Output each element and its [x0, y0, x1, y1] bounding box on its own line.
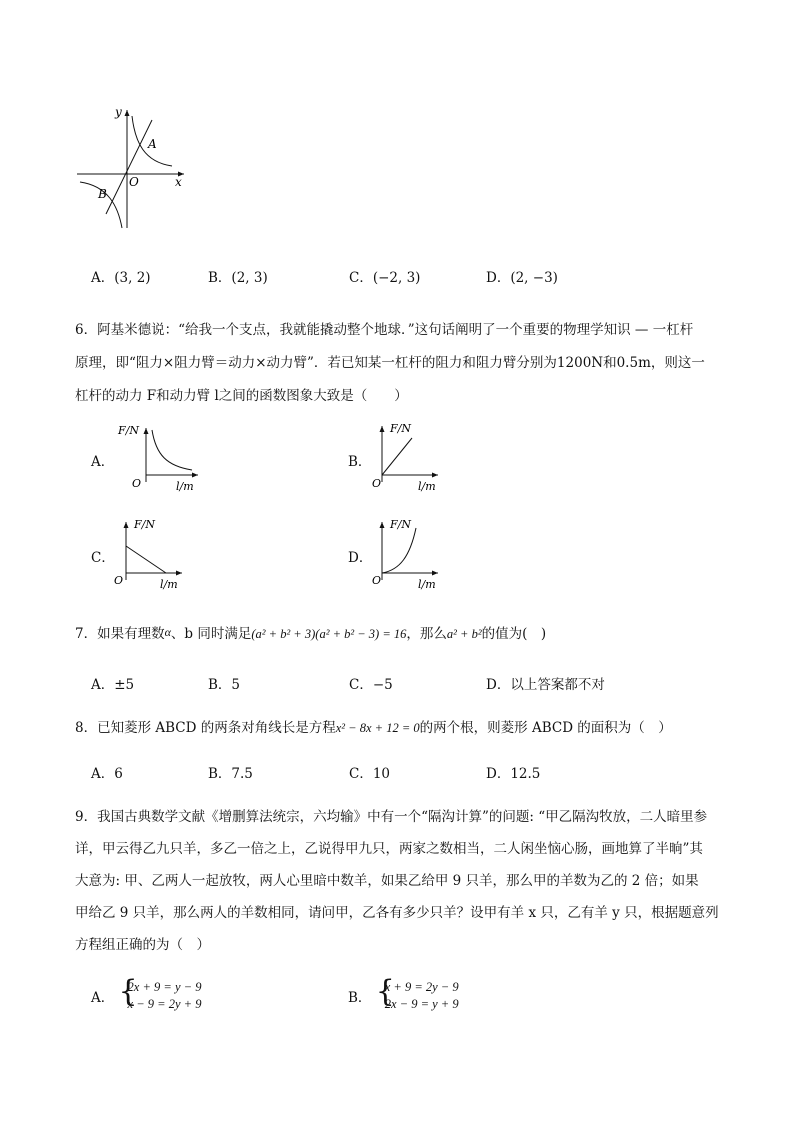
q9-stem-line-3: 大意为: 甲、乙两人一起放牧，两人心里暗中数羊，如果乙给甲 9 只羊，那么甲的羊数为乙的 2 倍；如果 — [75, 873, 699, 889]
ylabel: F/N — [134, 518, 155, 531]
equation-row-1: 2x + 9 = y − 9 — [127, 980, 202, 994]
q9-stem-line-2: 详，甲云得乙九只羊，多乙一倍之上，乙说得甲九只，两家之数相当，二人闲坐恼心肠，画地算了半晌”其 — [75, 841, 703, 857]
q7-variable-a: α — [164, 625, 171, 639]
option-text: 7.5 — [231, 766, 253, 782]
q6-stem-line-1: 6．阿基米德说：“给我一个支点，我就能撬动整个地球．”这句话阐明了一个重要的物理学知识 — 一杠杆 — [75, 322, 694, 338]
q9-stem-line-5: 方程组正确的为（ ） — [75, 937, 210, 953]
option-label: C． — [349, 677, 373, 693]
q7-suffix: ，那么 — [406, 626, 447, 642]
q8-text-after: 的两个根，则菱形 ABCD 的面积为（ ） — [419, 720, 672, 736]
q9-option-b[interactable] — [348, 974, 459, 1013]
option-label: A． — [91, 454, 115, 470]
q8-text-before: 8．已知菱形 ABCD 的两条对角线长是方程 — [75, 720, 336, 736]
q8-option-d[interactable] — [486, 762, 540, 782]
equation-row-1: x + 9 = 2y − 9 — [384, 980, 459, 994]
option-text: (2, −3) — [510, 270, 558, 286]
option-label: C． — [349, 270, 373, 286]
q9-stem-line-4: 甲给乙 9 只羊，那么两人的羊数相同，请问甲，乙各有多少只羊？设甲有羊 x 只，乙有羊 y 只，根据题意列 — [75, 905, 719, 921]
option-label: D． — [348, 550, 373, 566]
ylabel: F/N — [118, 424, 139, 437]
q7-equation: (a² + b² + 3)(a² + b² − 3) = 16 — [251, 627, 407, 641]
origin-label: O — [372, 477, 382, 490]
q8-equation: x² − 8x + 12 = 0 — [335, 721, 420, 735]
xlabel: l/m — [160, 578, 178, 590]
option-text: 5 — [231, 677, 241, 693]
q9-stem-line-1: 9．我国古典数学文献《增删算法统宗，六均输》中有一个“隔沟计算”的问题: “甲乙隔沟牧放，二人暗里参 — [75, 809, 708, 825]
q6-option-a[interactable] — [91, 450, 114, 470]
q5-option-c[interactable] — [349, 266, 420, 286]
option-text: −5 — [372, 677, 393, 693]
xlabel: l/m — [418, 480, 436, 492]
equation-row-2: x − 9 = 2y + 9 — [127, 997, 202, 1011]
option-label: B． — [208, 677, 232, 693]
brace-icon: { — [375, 974, 395, 1009]
option-label: C． — [91, 550, 115, 566]
equation-row-2: 2x − 9 = y + 9 — [384, 997, 459, 1011]
ylabel: F/N — [390, 422, 411, 435]
option-text: 12.5 — [510, 766, 541, 782]
origin-label: O — [372, 574, 382, 587]
option-label: B． — [348, 454, 372, 470]
q6-stem-line-3: 杠杆的动力 F和动力臂 l之间的函数图象大致是（ ） — [75, 388, 408, 404]
q8-option-c[interactable] — [349, 762, 390, 782]
q7-stem — [75, 622, 546, 642]
option-text: (2, 3) — [231, 270, 268, 286]
q6-graph-c-line — [108, 516, 198, 590]
xlabel: l/m — [418, 578, 436, 590]
option-text: 以上答案都不对 — [510, 677, 605, 693]
q8-option-a[interactable] — [91, 762, 123, 782]
ylabel: F/N — [390, 518, 411, 531]
xlabel: l/m — [176, 480, 194, 492]
q7-option-d[interactable] — [486, 673, 605, 693]
option-label: A． — [91, 270, 115, 286]
graph-y-label: y — [115, 105, 122, 119]
graph-x-label: x — [175, 175, 182, 189]
q9-option-a[interactable] — [91, 974, 202, 1013]
equation-system — [375, 974, 459, 1013]
option-text: ±5 — [114, 677, 135, 693]
option-label: C． — [349, 766, 373, 782]
q8-option-b[interactable] — [208, 762, 253, 782]
option-label: D． — [486, 677, 511, 693]
option-text: 6 — [114, 766, 123, 782]
q6-stem-line-2: 原理，即“阻力×阻力臂＝动力×动力臂”．若已知某一杠杆的阻力和阻力臂分别为1200N和0.5m，则这一 — [75, 355, 705, 371]
q7-end: 的值为( ) — [481, 626, 547, 642]
graph-point-b-label: B — [98, 187, 107, 201]
q7-option-c[interactable] — [349, 673, 393, 693]
q6-graph-d-curve — [366, 516, 456, 590]
hyperbola-line-graph — [72, 102, 192, 232]
origin-label: O — [132, 477, 142, 490]
equation-system — [118, 974, 202, 1013]
option-label: A． — [91, 677, 115, 693]
option-label: D． — [486, 766, 511, 782]
option-label: B． — [208, 270, 232, 286]
q8-stem — [75, 716, 672, 736]
q5-option-d[interactable] — [486, 266, 558, 286]
q6-graph-b-line — [366, 420, 456, 492]
option-label: B． — [208, 766, 232, 782]
q7-option-a[interactable] — [91, 673, 134, 693]
option-text: (−2, 3) — [372, 270, 421, 286]
option-text: 10 — [372, 766, 391, 782]
graph-origin-label: O — [129, 175, 139, 189]
q7-expression: a² + b² — [446, 627, 482, 641]
brace-icon: { — [118, 974, 138, 1009]
option-label: A． — [91, 766, 115, 782]
q5-option-b[interactable] — [208, 266, 268, 286]
graph-point-a-label: A — [148, 137, 157, 151]
option-label: A． — [91, 990, 115, 1006]
q7-prefix: 7．如果有理数 — [75, 626, 165, 642]
q7-mid: 、b 同时满足 — [170, 626, 252, 642]
option-label: D． — [486, 270, 511, 286]
origin-label: O — [114, 574, 124, 587]
q7-option-b[interactable] — [208, 673, 240, 693]
option-text: (3, 2) — [114, 270, 151, 286]
q5-option-a[interactable] — [91, 266, 151, 286]
option-label: B． — [348, 990, 372, 1006]
q6-graph-a-curve — [112, 420, 202, 492]
